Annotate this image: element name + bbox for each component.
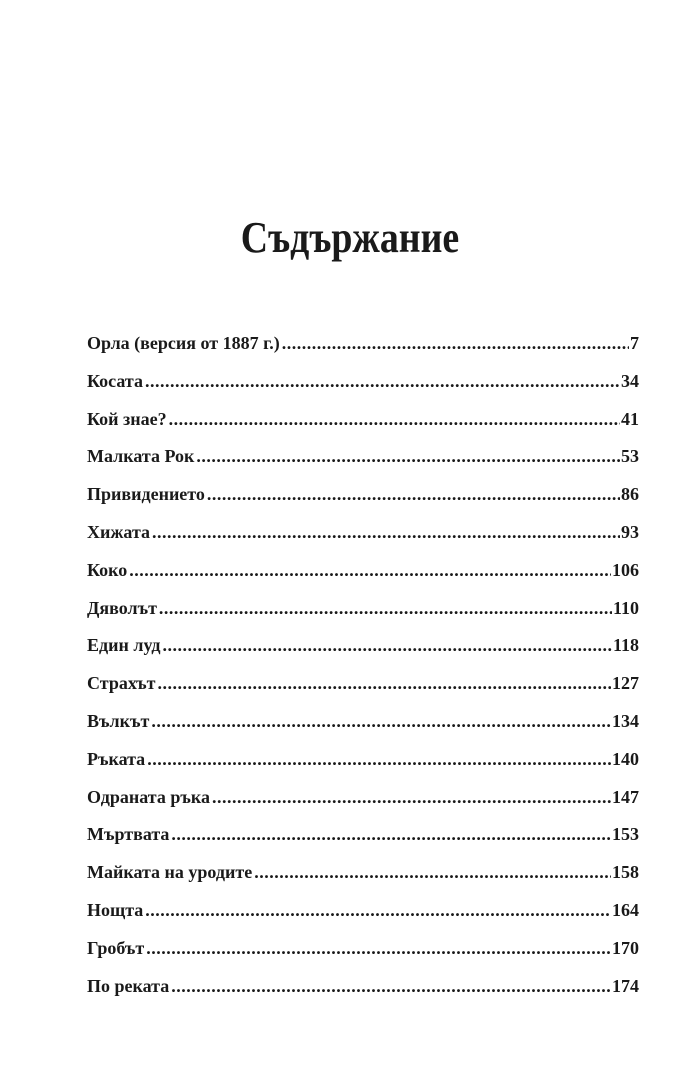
- dot-leader: [282, 333, 629, 354]
- dot-leader: [169, 409, 620, 430]
- toc-entry: [87, 522, 639, 560]
- toc-entry-title: Малката Рок: [87, 446, 195, 467]
- dot-leader: [254, 862, 611, 883]
- toc-entry: [87, 862, 639, 900]
- toc-entry: [87, 824, 639, 862]
- toc-entry-page: 118: [612, 635, 639, 656]
- toc-entry-page: 134: [612, 710, 639, 731]
- toc-entry-title: Ръката: [87, 748, 146, 769]
- dot-leader: [145, 900, 611, 921]
- toc-entry-title: Коко: [87, 559, 128, 580]
- toc-entry: [87, 673, 639, 711]
- dot-leader: [162, 635, 612, 656]
- toc-entry-page: 86: [621, 484, 639, 505]
- toc-entry-page: 110: [612, 597, 639, 618]
- toc-entry-page: 164: [612, 899, 639, 920]
- toc-entry-title: Кой знае?: [87, 408, 167, 429]
- toc-entry-title: Орла (версия от 1887 г.): [87, 333, 280, 353]
- page-title: Съдържание: [240, 213, 460, 262]
- table-of-contents: [87, 333, 639, 1013]
- toc-entry: [87, 409, 639, 447]
- toc-entry-page: 34: [621, 370, 639, 391]
- dot-leader: [145, 371, 620, 392]
- dot-leader: [159, 598, 612, 619]
- toc-entry-title: По реката: [87, 975, 170, 996]
- toc-entry-title: Мъртвата: [87, 824, 170, 845]
- toc-entry-title: Страхът: [87, 673, 156, 694]
- toc-entry: [87, 560, 639, 598]
- toc-entry-page: 174: [612, 975, 639, 996]
- toc-entry-title: Хижата: [87, 521, 151, 542]
- dot-leader: [212, 787, 611, 808]
- toc-entry-title: Привидението: [87, 484, 205, 505]
- toc-entry-page: 93: [621, 521, 639, 542]
- toc-entry: [87, 976, 639, 1014]
- toc-entry: [87, 787, 639, 825]
- dot-leader: [171, 824, 611, 845]
- toc-entry-page: 41: [621, 408, 639, 429]
- toc-entry: [87, 484, 639, 522]
- toc-entry-title: Дяволът: [87, 597, 157, 618]
- toc-entry: [87, 938, 639, 976]
- dot-leader: [147, 749, 611, 770]
- toc-entry: [87, 333, 639, 371]
- dot-leader: [152, 522, 620, 543]
- toc-entry-title: Един луд: [87, 635, 161, 656]
- toc-entry: [87, 749, 639, 787]
- toc-entry-title: Майката на уродите: [87, 862, 253, 883]
- toc-entry: [87, 900, 639, 938]
- toc-entry: [87, 598, 639, 636]
- toc-entry-title: Гробът: [87, 937, 145, 958]
- toc-entry-page: 170: [612, 937, 639, 958]
- toc-entry-page: 53: [621, 446, 639, 467]
- toc-entry-page: 153: [612, 824, 639, 845]
- toc-entry: [87, 371, 639, 409]
- toc-entry-page: 127: [612, 673, 639, 694]
- dot-leader: [171, 976, 611, 997]
- dot-leader: [151, 711, 611, 732]
- dot-leader: [196, 446, 620, 467]
- dot-leader: [146, 938, 611, 959]
- toc-entry-title: Вълкът: [87, 710, 150, 731]
- toc-entry-title: Одраната ръка: [87, 786, 210, 807]
- toc-entry-page: 106: [612, 559, 639, 580]
- dot-leader: [207, 484, 620, 505]
- toc-entry: [87, 446, 639, 484]
- toc-entry-title: Косата: [87, 370, 143, 391]
- toc-entry-page: 140: [612, 748, 639, 769]
- toc-entry-page: 158: [612, 862, 639, 883]
- toc-entry-title: Нощта: [87, 899, 144, 920]
- toc-entry: [87, 635, 639, 673]
- dot-leader: [129, 560, 611, 581]
- toc-entry-page: 7: [630, 333, 639, 353]
- toc-entry: [87, 711, 639, 749]
- toc-entry-page: 147: [612, 786, 639, 807]
- dot-leader: [157, 673, 611, 694]
